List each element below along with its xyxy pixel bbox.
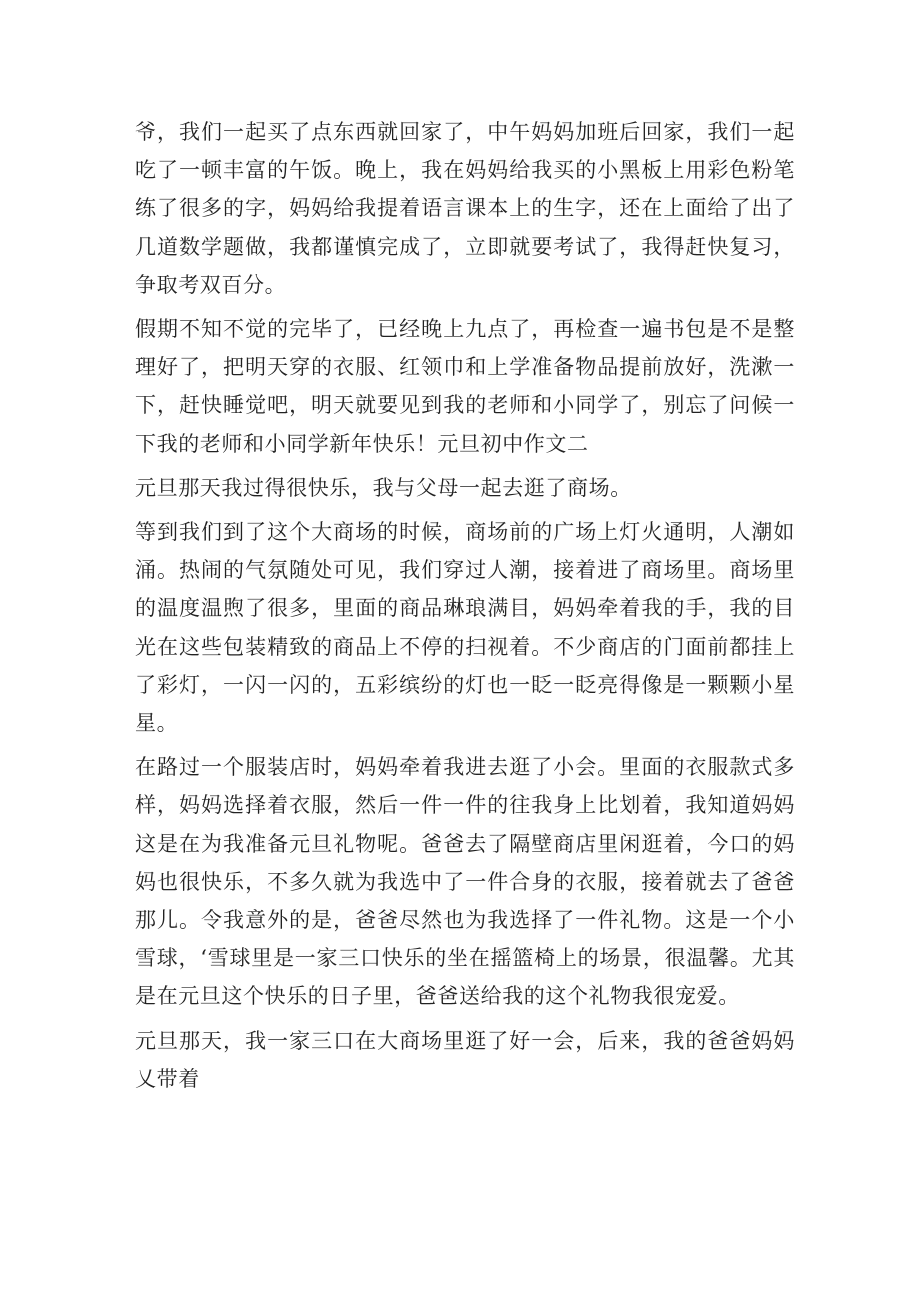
paragraph-2: 假期不知不觉的完毕了，已经晚上九点了，再检查一遍书包是不是整理好了，把明天穿的衣服、红领巾和上学准备物品提前放好，洗漱一下，赶快睡觉吧，明天就要见到我的老师和小同学了，别忘了问候一下我的老师和小同学新年快乐！元旦初中作文二 — [135, 317, 795, 456]
paragraph-4: 等到我们到了这个大商场的时候，商场前的广场上灯火通明，人潮如涌。热闹的气氛随处可见，我们穿过人潮，接着进了商场里。商场里的温度温煦了很多，里面的商品琳琅满目，妈妈牵着我的手，我的目光在这些包装精致的商品上不停的扫视着。不少商店的门面前都挂上了彩灯，一闪一闪的，五彩缤纷的灯也一眨一眨亮得像是一颗颗小星星。 — [135, 520, 795, 736]
paragraph-1: 爷，我们一起买了点东西就回家了，中午妈妈加班后回家，我们一起吃了一顿丰富的午饭。晚上，我在妈妈给我买的小黑板上用彩色粉笔练了很多的字，妈妈给我提着语言课本上的生字，还在上面给了出了几道数学题做，我都谨慎完成了，立即就要考试了，我得赶快复习，争取考双百分。 — [135, 120, 795, 297]
paragraph-3: 元旦那天我过得很快乐，我与父母一起去逛了商场。 — [135, 475, 632, 500]
paragraph-5: 在路过一个服装店时，妈妈牵着我进去逛了小会。里面的衣服款式多样，妈妈选择着衣服，然后一件一件的往我身上比划着，我知道妈妈这是在为我准备元旦礼物呢。爸爸去了隔壁商店里闲逛着，今口的妈妈也很快乐，不多久就为我选中了一件合身的衣服，接着就去了爸爸那儿。令我意外的是，爸爸尽然也为我选择了一件礼物。这是一个小雪球，‘雪球里是一家三口快乐的坐在摇篮椅上的场景，很温馨。尤其是在元旦这个快乐的日子里，爸爸送给我的这个礼物我很宠爱。 — [135, 755, 795, 1009]
paragraph-6: 元旦那天，我一家三口在大商场里逛了好一会，后来，我的爸爸妈妈乂带着 — [135, 1028, 795, 1091]
document-body — [135, 113, 795, 1104]
